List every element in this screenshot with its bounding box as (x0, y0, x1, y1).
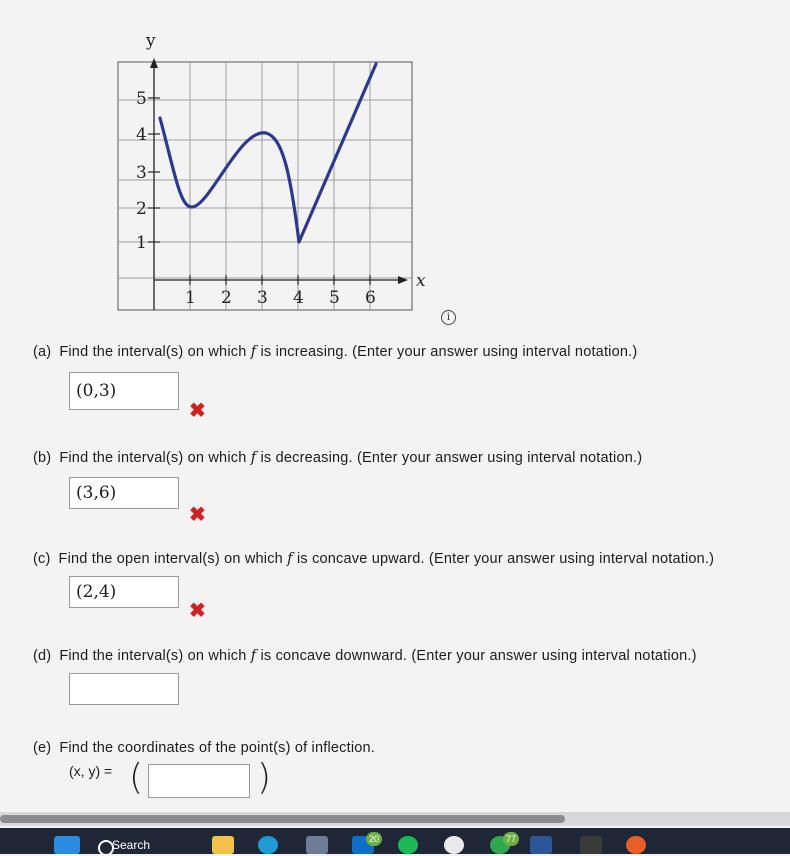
x-tick-4: 4 (293, 288, 304, 308)
info-icon[interactable]: i (441, 310, 456, 325)
badge-20: 20 (366, 832, 382, 846)
question-a (33, 344, 637, 360)
question-a-label: (a) (33, 344, 52, 360)
question-a-f: f (250, 344, 257, 360)
widgets-icon[interactable] (54, 836, 80, 854)
answer-e-input[interactable] (148, 764, 250, 798)
chatgpt-icon[interactable] (444, 836, 464, 854)
graph-grid (118, 62, 412, 310)
answer-a-input[interactable]: (0,3) (69, 372, 179, 410)
function-graph (100, 20, 440, 320)
question-d (33, 648, 697, 664)
app-icon-2[interactable] (580, 836, 602, 854)
y-tick-4: 4 (136, 125, 147, 145)
x-tick-3: 3 (257, 288, 268, 308)
incorrect-icon-a: ✖ (189, 400, 206, 422)
taskbar-search[interactable]: Search (112, 838, 151, 852)
y-axis-label: y (146, 31, 156, 51)
store-icon[interactable] (306, 836, 328, 854)
question-c (33, 551, 714, 567)
question-d-f: f (250, 648, 257, 664)
question-b-label: (b) (33, 450, 52, 466)
x-tick-2: 2 (221, 288, 232, 308)
x-tick-6: 6 (365, 288, 376, 308)
file-explorer-icon[interactable] (212, 836, 234, 854)
word-icon[interactable] (530, 836, 552, 854)
question-b (33, 450, 642, 466)
question-b-text-2: is decreasing. (Enter your answer using interval notation.) (256, 450, 643, 466)
left-paren: ( (129, 757, 144, 798)
question-e (33, 740, 375, 756)
right-paren: ) (257, 757, 272, 798)
scrollbar-thumb[interactable] (0, 815, 565, 823)
y-tick-1: 1 (136, 233, 147, 253)
media-icon[interactable] (626, 836, 646, 854)
y-axis-arrow (150, 58, 158, 68)
question-e-label: (e) (33, 740, 52, 756)
question-b-f: f (250, 450, 257, 466)
question-b-text-1: Find the interval(s) on which (59, 450, 251, 466)
incorrect-icon-c: ✖ (189, 600, 206, 622)
incorrect-icon-b: ✖ (189, 504, 206, 526)
question-a-text-2: is increasing. (Enter your answer using interval notation.) (256, 344, 638, 360)
question-d-text-2: is concave downward. (Enter your answer using interval notation.) (256, 648, 697, 664)
x-tick-5: 5 (329, 288, 340, 308)
coordinates-label: (x, y) = (69, 763, 113, 779)
x-axis-arrow (398, 276, 408, 284)
question-a-text-1: Find the interval(s) on which (59, 344, 251, 360)
answer-c-input[interactable]: (2,4) (69, 576, 179, 608)
answer-b-input[interactable]: (3,6) (69, 477, 179, 509)
badge-77: 77 (503, 832, 519, 846)
spotify-icon[interactable] (398, 836, 418, 854)
x-tick-1: 1 (185, 288, 196, 308)
answer-d-input[interactable] (69, 673, 179, 705)
function-curve (160, 64, 376, 242)
question-e-text: Find the coordinates of the point(s) of inflection. (59, 740, 376, 756)
question-c-label: (c) (33, 551, 51, 567)
y-tick-2: 2 (136, 199, 147, 219)
edge-icon[interactable] (258, 836, 278, 854)
question-c-text-1: Find the open interval(s) on which (58, 551, 288, 567)
question-d-text-1: Find the interval(s) on which (59, 648, 251, 664)
question-c-text-2: is concave upward. (Enter your answer using interval notation.) (292, 551, 715, 567)
y-tick-3: 3 (136, 163, 147, 183)
y-tick-5: 5 (136, 89, 147, 109)
question-d-label: (d) (33, 648, 52, 664)
x-axis-label: x (416, 271, 426, 291)
question-c-f: f (287, 551, 293, 567)
